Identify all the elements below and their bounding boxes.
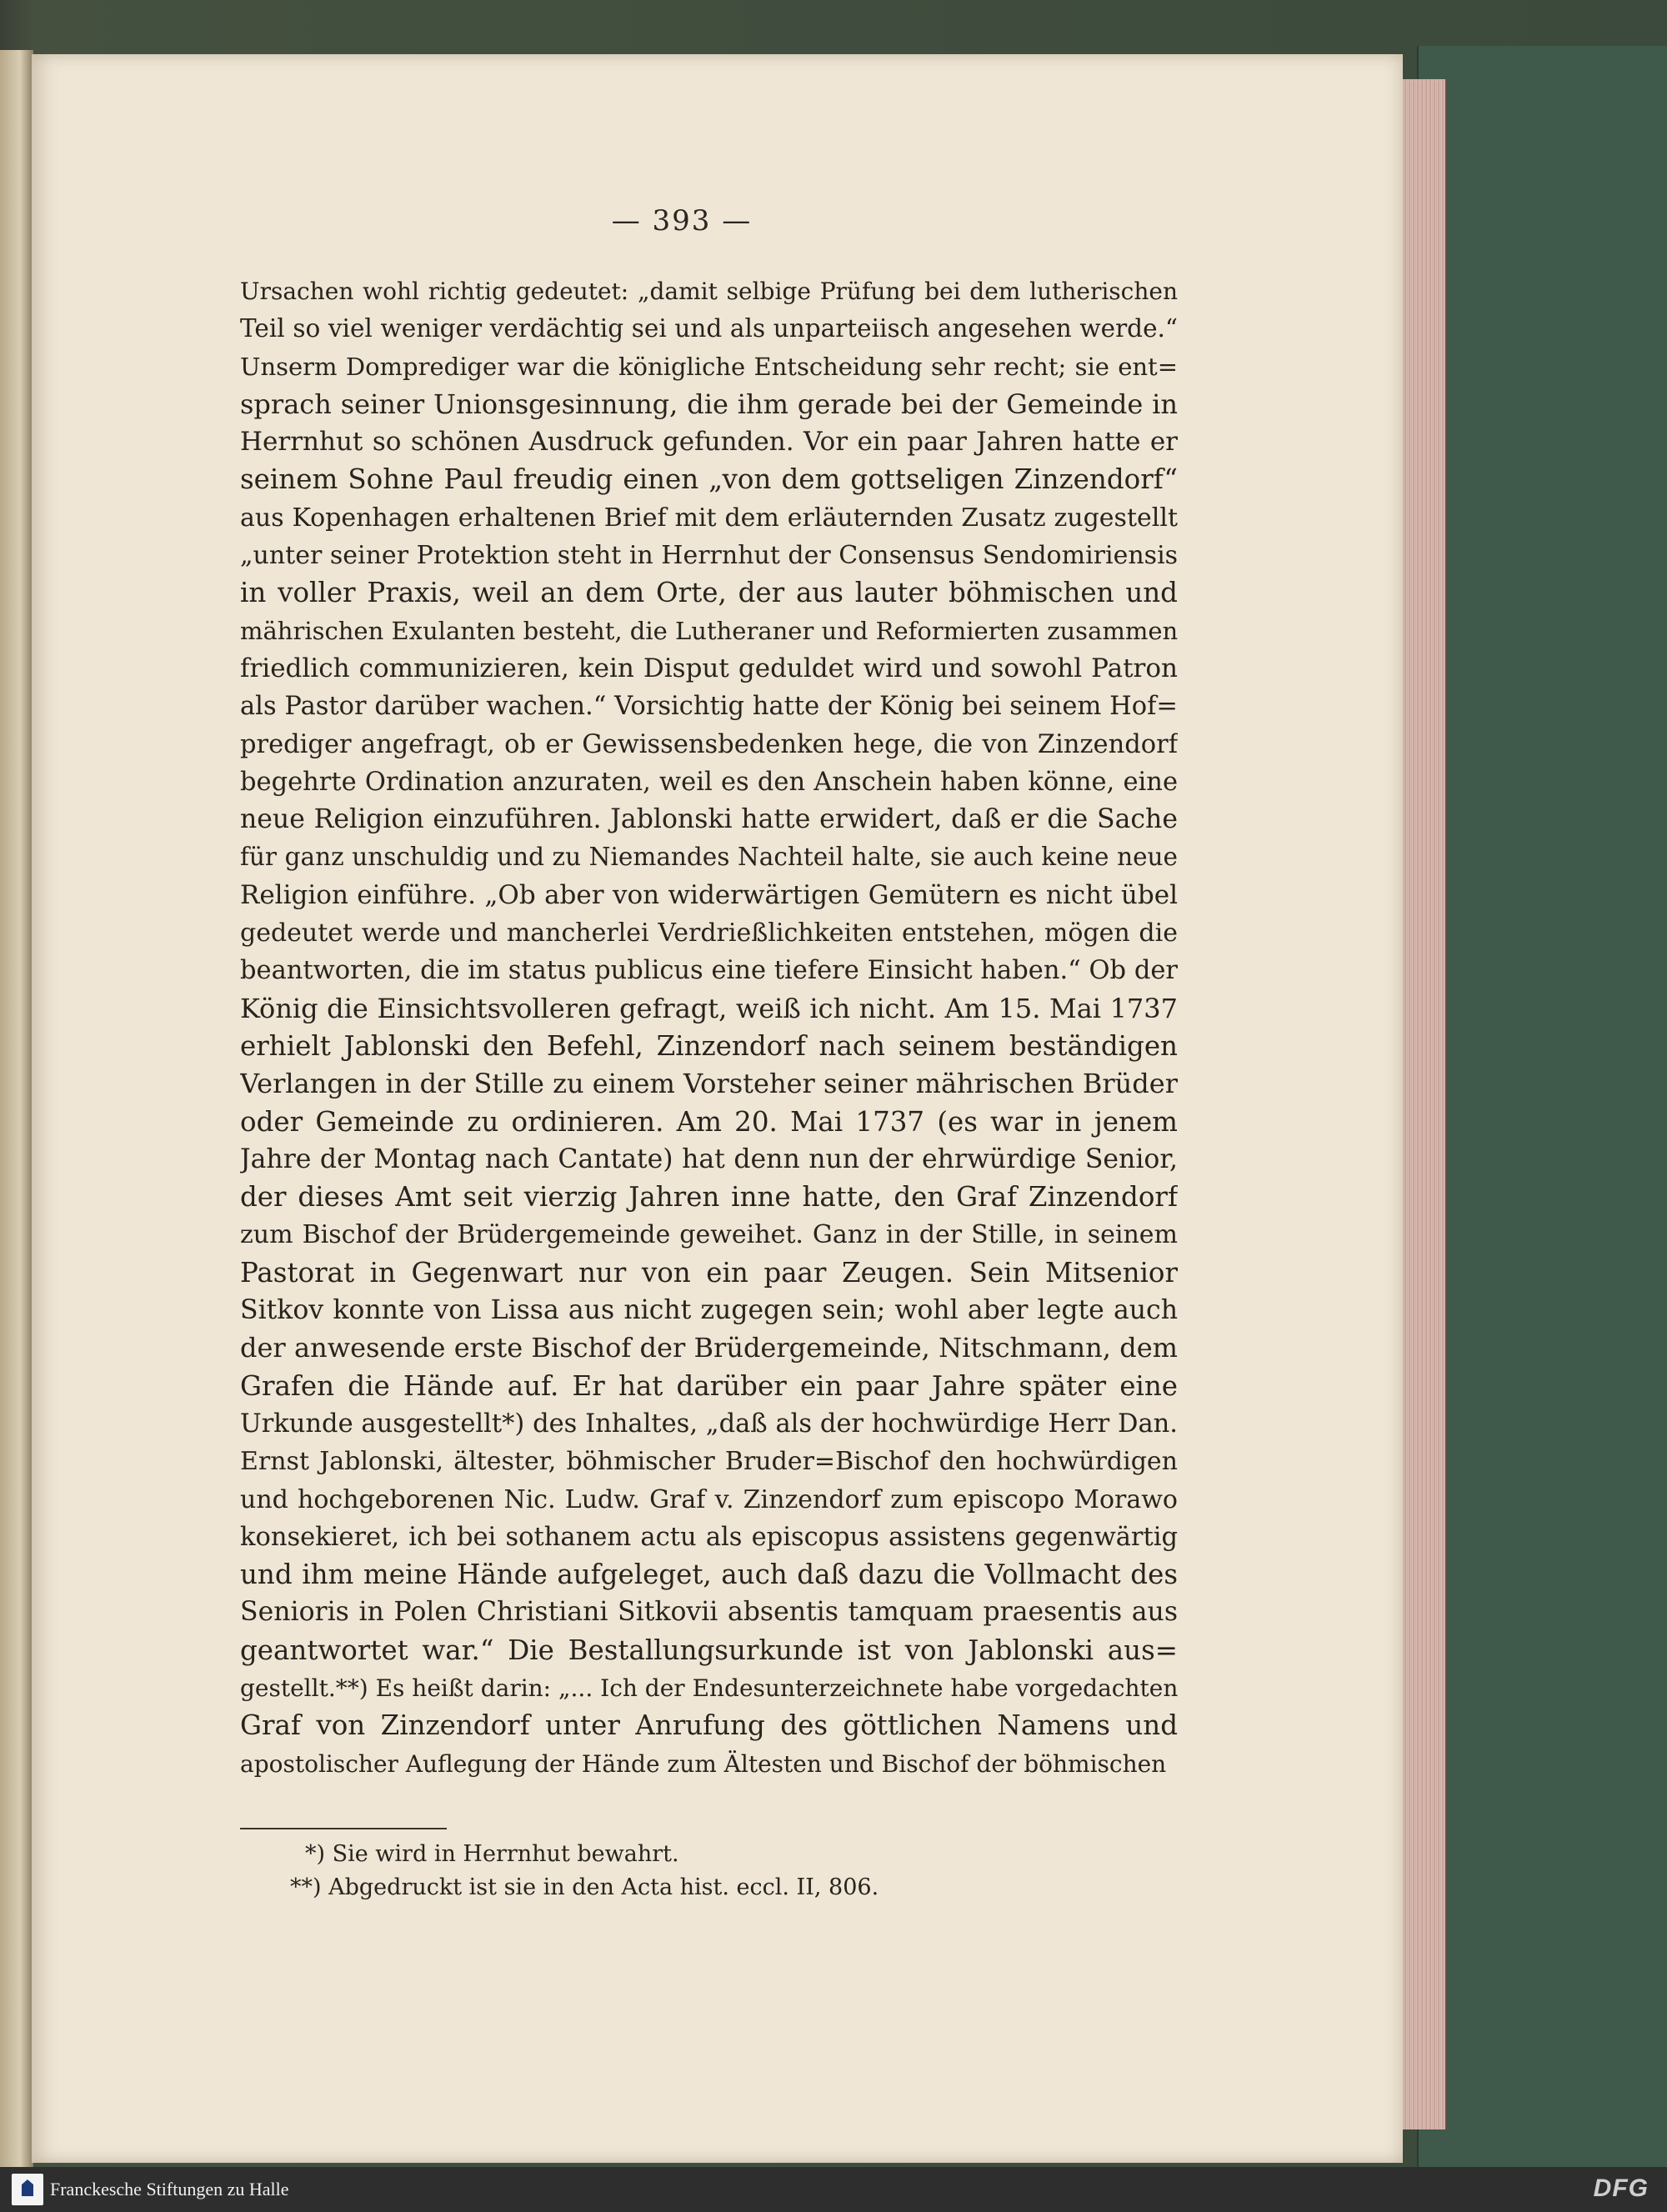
text-line: erhielt Jablonski den Befehl, Zinzendorf nach seinem beständigen (240, 1029, 1178, 1062)
viewer-footer-bar (0, 2167, 1667, 2212)
text-line: als Pastor darüber wachen.“ Vorsichtig hatte der König bei seinem Hof= (240, 692, 1178, 722)
text-line: Unserm Domprediger war die königliche Entscheidung sehr recht; sie ent= (240, 352, 1178, 381)
footnote-1: *) Sie wird in Herrnhut bewahrt. (305, 1841, 679, 1867)
text-line: apostolischer Auflegung der Hände zum Ältesten und Bischof der böhmischen (240, 1749, 1167, 1778)
text-line: seinem Sohne Paul freudig einen „von dem gottseligen Zinzendorf“ (240, 463, 1178, 496)
page-edges (1399, 79, 1447, 2129)
book-page (32, 54, 1403, 2163)
text-line: konsekieret, ich bei sothanem actu als episcopus assistens gegenwärtig (240, 1522, 1178, 1552)
text-line: beantworten, die im status publicus eine tiefere Einsicht haben.“ Ob der (240, 956, 1178, 986)
text-line: Senioris in Polen Christiani Sitkovii absentis tamquam praesentis aus (240, 1597, 1178, 1628)
text-line: geantwortet war.“ Die Bestallungsurkunde ist von Jablonski aus= (240, 1634, 1178, 1666)
text-line: Ernst Jablonski, ältester, böhmischer Bruder=Bischof den hochwürdigen (240, 1447, 1178, 1477)
text-line: und hochgeborenen Nic. Ludw. Graf v. Zinzendorf zum episcopo Morawo (240, 1484, 1178, 1514)
text-line: Verlangen in der Stille zu einem Vorsteher seiner mährischen Brüder (240, 1068, 1178, 1100)
body-text (240, 273, 1178, 1783)
text-line: und ihm meine Hände aufgeleget, auch daß dazu die Vollmacht des (240, 1559, 1178, 1591)
text-line: gestellt.**) Es heißt darin: „... Ich der Endesunterzeichnete habe vorgedachten (240, 1674, 1178, 1702)
book-cover-right (1417, 46, 1667, 2171)
footnotes (240, 1838, 1178, 1904)
text-line: mährischen Exulanten besteht, die Lutheraner und Reformierten zusammen (240, 616, 1178, 645)
text-line: König die Einsichtsvolleren gefragt, weiß ich nicht. Am 15. Mai 1737 (240, 992, 1178, 1024)
footnote-2: **) Abgedruckt ist sie in den Acta hist. eccl. II, 806. (290, 1874, 879, 1900)
text-line: für ganz unschuldig und zu Niemandes Nachteil halte, sie auch keine neue (240, 843, 1178, 872)
dfg-logo: DFG (1593, 2174, 1649, 2202)
text-line: Graf von Zinzendorf unter Anrufung des göttlichen Namens und (240, 1709, 1178, 1742)
text-line: Religion einführe. „Ob aber von widerwärtigen Gemütern es nicht übel (240, 879, 1178, 910)
text-line: aus Kopenhagen erhaltenen Brief mit dem erläuternden Zusatz zugestellt (240, 503, 1178, 533)
text-line: in voller Praxis, weil an dem Orte, der aus lauter böhmischen und (240, 577, 1178, 609)
text-line: „unter seiner Protektion steht in Herrnhut der Consensus Sendomiriensis (240, 541, 1178, 571)
text-line: begehrte Ordination anzuraten, weil es den Anschein haben könne, eine (240, 767, 1178, 797)
footnote-rule (240, 1828, 447, 1829)
text-line: oder Gemeinde zu ordinieren. Am 20. Mai 1737 (es war in jenem (240, 1105, 1178, 1138)
book-cover-left (0, 50, 33, 2167)
text-line: Sitkov konnte von Lissa aus nicht zugegen sein; wohl aber legte auch (240, 1295, 1178, 1326)
text-line: der dieses Amt seit vierzig Jahren inne hatte, den Graf Zinzendorf (240, 1181, 1178, 1214)
text-line: Teil so viel weniger verdächtig sei und als unparteiisch angesehen werde.“ (240, 314, 1178, 343)
text-line: Urkunde ausgestellt*) des Inhaltes, „daß als der hochwürdige Herr Dan. (240, 1409, 1178, 1439)
text-line: Pastorat in Gegenwart nur von ein paar Zeugen. Sein Mitsenior (240, 1256, 1178, 1289)
institution-logo-icon (12, 2174, 43, 2205)
institution-name: Franckesche Stiftungen zu Halle (50, 2179, 289, 2199)
text-line: neue Religion einzuführen. Jablonski hatte erwidert, daß er die Sache (240, 804, 1178, 835)
text-line: gedeutet werde und mancherlei Verdrießlichkeiten entstehen, mögen die (240, 918, 1178, 948)
text-line: Ursachen wohl richtig gedeutet: „damit selbige Prüfung bei dem lutherischen (240, 278, 1178, 305)
text-line: sprach seiner Unionsgesinnung, die ihm gerade bei der Gemeinde in (240, 388, 1178, 420)
text-line: der anwesende erste Bischof der Brüdergemeinde, Nitschmann, dem (240, 1332, 1178, 1364)
text-line: prediger angefragt, ob er Gewissensbedenken hege, die von Zinzendorf (240, 729, 1178, 759)
text-line: Grafen die Hände auf. Er hat darüber ein paar Jahre später eine (240, 1369, 1178, 1402)
text-line: zum Bischof der Brüdergemeinde geweihet. Ganz in der Stille, in seinem (240, 1220, 1178, 1250)
text-line: Herrnhut so schönen Ausdruck gefunden. Vor ein paar Jahren hatte er (240, 427, 1178, 458)
text-line: Jahre der Montag nach Cantate) hat denn nun der ehrwürdige Senior, (240, 1144, 1178, 1174)
text-line: friedlich communizieren, kein Disput geduldet wird und sowohl Patron (240, 653, 1178, 683)
page-number: — 393 — (611, 204, 753, 238)
